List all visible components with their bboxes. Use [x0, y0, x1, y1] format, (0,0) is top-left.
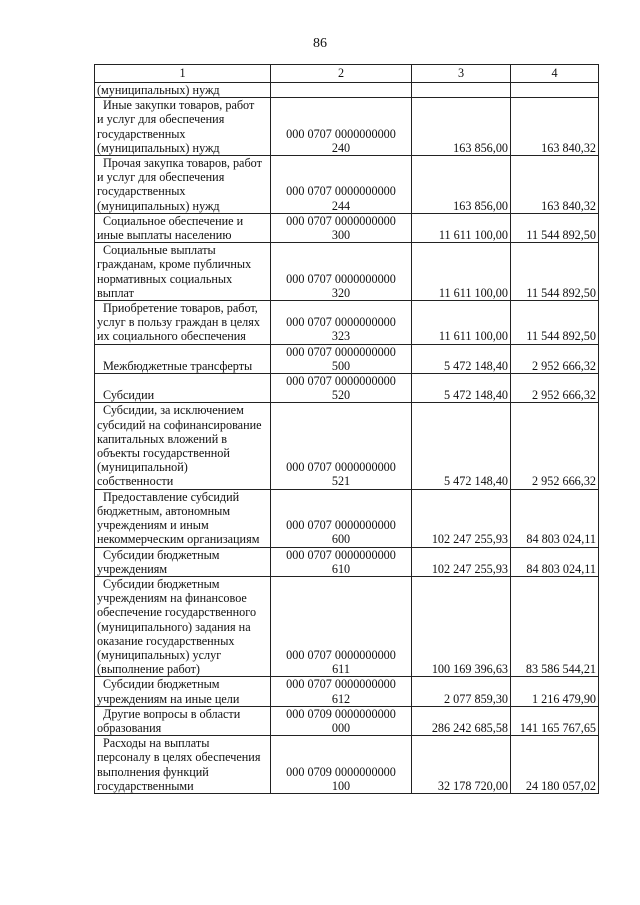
- planned-amount-cell: 5 472 148,40: [412, 344, 511, 373]
- expense-name-line: Прочая закупка товаров, работ: [103, 156, 262, 171]
- budget-code-line: 612: [331, 691, 351, 706]
- budget-code-line: 000 0707 0000000000: [286, 184, 396, 199]
- expense-name-line: персоналу в целях обеспечения: [97, 750, 261, 765]
- expense-name-line: их социального обеспечения: [97, 329, 246, 344]
- expense-name-line: (муниципальных) нужд: [97, 140, 220, 155]
- table-row: [95, 98, 599, 156]
- budget-code-cell: [271, 403, 412, 489]
- table-row: [95, 243, 599, 301]
- budget-code-line: 520: [331, 388, 351, 403]
- budget-code-cell: [271, 489, 412, 547]
- table-row: [95, 736, 599, 794]
- expense-name-cell: [95, 547, 271, 576]
- column-header: 2: [271, 65, 412, 83]
- expense-name-line: Субсидии: [103, 388, 155, 403]
- budget-code-line: 610: [331, 561, 351, 576]
- planned-amount-cell: 163 856,00: [412, 98, 511, 156]
- expense-name-line: Субсидии, за исключением: [103, 403, 244, 418]
- expense-name-cell: [95, 677, 271, 706]
- expense-name-cell: [95, 576, 271, 676]
- table-row: [95, 344, 599, 373]
- expense-name-line: выполнения функций: [97, 764, 209, 779]
- planned-amount-cell: 100 169 396,63: [412, 576, 511, 676]
- expense-name-cell: [95, 344, 271, 373]
- table-row: [95, 156, 599, 214]
- budget-code-line: 000 0707 0000000000: [286, 315, 396, 330]
- expense-name-line: учреждениям на иные цели: [97, 691, 240, 706]
- budget-code-line: 000 0707 0000000000: [286, 126, 396, 141]
- expense-name-line: гражданам, кроме публичных: [97, 257, 252, 272]
- expense-name-line: выплат: [97, 285, 134, 300]
- expense-name-cell: [95, 301, 271, 345]
- expense-name-line: Субсидии бюджетным: [103, 576, 220, 591]
- table-row: [95, 677, 599, 706]
- expense-name-line: (выполнение работ): [97, 662, 200, 677]
- expense-name-line: Расходы на выплаты: [103, 736, 210, 751]
- column-header: 4: [511, 65, 599, 83]
- executed-amount-cell: 84 803 024,11: [511, 547, 599, 576]
- planned-amount-cell: 163 856,00: [412, 156, 511, 214]
- expense-name-line: собственности: [97, 474, 174, 489]
- expense-name-line: (муниципальных) услуг: [97, 647, 222, 662]
- table-row: [95, 83, 599, 98]
- table-row: [95, 403, 599, 489]
- expense-name-line: Другие вопросы в области: [103, 706, 241, 721]
- budget-code-line: 000 0707 0000000000: [286, 647, 396, 662]
- expense-name-line: бюджетным, автономным: [97, 503, 231, 518]
- expense-name-cell: [95, 98, 271, 156]
- budget-code-line: 000 0707 0000000000: [286, 518, 396, 533]
- expense-name-line: учреждениям на финансовое: [97, 591, 247, 606]
- table-row: [95, 706, 599, 735]
- table-row: [95, 213, 599, 242]
- budget-code-cell: [271, 243, 412, 301]
- table-row: [95, 576, 599, 676]
- expense-name-line: учреждениям: [97, 561, 168, 576]
- expense-name-line: некоммерческим организациям: [97, 532, 260, 547]
- expense-name-line: учреждениям и иным: [97, 518, 209, 533]
- expense-name-line: Межбюджетные трансферты: [103, 358, 253, 373]
- table-row: [95, 374, 599, 403]
- budget-code-line: 000 0709 0000000000: [286, 706, 396, 721]
- budget-code-line: 000 0707 0000000000: [286, 344, 396, 359]
- budget-code-line: 100: [331, 778, 351, 793]
- planned-amount-cell: 11 611 100,00: [412, 301, 511, 345]
- expense-name-line: обеспечение государственного: [97, 605, 257, 620]
- budget-code-line: 521: [331, 474, 351, 489]
- budget-code-line: 611: [332, 662, 350, 677]
- executed-amount-cell: 84 803 024,11: [511, 489, 599, 547]
- executed-amount-cell: 1 216 479,90: [511, 677, 599, 706]
- executed-amount-cell: 2 952 666,32: [511, 344, 599, 373]
- executed-amount-cell: 2 952 666,32: [511, 374, 599, 403]
- planned-amount-cell: 11 611 100,00: [412, 243, 511, 301]
- expense-name-line: Субсидии бюджетным: [103, 677, 220, 692]
- expense-name-line: услуг в пользу граждан в целях: [97, 315, 260, 330]
- budget-code-line: 300: [331, 228, 351, 243]
- budget-code-line: 000 0707 0000000000: [286, 547, 396, 562]
- expense-name-line: (муниципальной): [97, 460, 188, 475]
- expense-name-line: образования: [97, 720, 162, 735]
- budget-code-cell: [271, 706, 412, 735]
- expense-name-line: иные выплаты населению: [97, 228, 232, 243]
- budget-code-cell: [271, 98, 412, 156]
- budget-code-cell: [271, 344, 412, 373]
- executed-amount-cell: 11 544 892,50: [511, 213, 599, 242]
- budget-code-line: 000 0707 0000000000: [286, 374, 396, 389]
- expense-name-cell: [95, 243, 271, 301]
- page-number: 86: [313, 36, 327, 51]
- expense-name-cell: [95, 706, 271, 735]
- budget-code-cell: [271, 83, 412, 98]
- expense-name-line: Субсидии бюджетным: [103, 547, 220, 562]
- expense-name-line: Предоставление субсидий: [103, 489, 240, 504]
- expense-name-line: Социальное обеспечение и: [103, 213, 244, 228]
- expense-name-line: (муниципальных) нужд: [97, 83, 220, 97]
- expense-name-cell: [95, 403, 271, 489]
- column-header: 1: [95, 65, 271, 83]
- budget-code-line: 500: [331, 358, 351, 373]
- planned-amount-cell: 102 247 255,93: [412, 489, 511, 547]
- executed-amount-cell: 2 952 666,32: [511, 403, 599, 489]
- table-row: [95, 301, 599, 345]
- expense-name-line: государственных: [97, 184, 186, 199]
- budget-code-cell: [271, 736, 412, 794]
- expense-name-line: Иные закупки товаров, работ: [103, 98, 255, 113]
- budget-code-cell: [271, 156, 412, 214]
- expense-name-line: (муниципальных) нужд: [97, 198, 220, 213]
- expense-name-line: капитальных вложений в: [97, 431, 228, 446]
- expense-name-line: нормативных социальных: [97, 271, 233, 286]
- budget-code-line: 000: [331, 720, 351, 735]
- budget-code-line: 000 0709 0000000000: [286, 764, 396, 779]
- expense-name-line: (муниципального) задания на: [97, 619, 251, 634]
- planned-amount-cell: 5 472 148,40: [412, 403, 511, 489]
- planned-amount-cell: 286 242 685,58: [412, 706, 511, 735]
- expense-name-line: Приобретение товаров, работ,: [103, 301, 258, 316]
- budget-code-line: 320: [331, 285, 351, 300]
- budget-code-line: 240: [331, 140, 351, 155]
- expense-name-cell: [95, 374, 271, 403]
- table-header-row: [95, 65, 599, 83]
- budget-code-line: 000 0707 0000000000: [286, 460, 396, 475]
- budget-code-cell: [271, 547, 412, 576]
- budget-code-cell: [271, 213, 412, 242]
- budget-code-line: 000 0707 0000000000: [286, 213, 396, 228]
- expense-name-line: объекты государственной: [97, 446, 230, 461]
- planned-amount-cell: 11 611 100,00: [412, 213, 511, 242]
- budget-code-line: 000 0707 0000000000: [286, 677, 396, 692]
- executed-amount-cell: 163 840,32: [511, 156, 599, 214]
- executed-amount-cell: 83 586 544,21: [511, 576, 599, 676]
- executed-amount-cell: 11 544 892,50: [511, 301, 599, 345]
- planned-amount-cell: 5 472 148,40: [412, 374, 511, 403]
- executed-amount-cell: 11 544 892,50: [511, 243, 599, 301]
- expense-name-line: субсидий на софинансирование: [97, 417, 262, 432]
- budget-code-cell: [271, 374, 412, 403]
- expense-name-line: государственных: [97, 126, 186, 141]
- expense-name-cell: [95, 736, 271, 794]
- budget-code-cell: [271, 576, 412, 676]
- budget-code-cell: [271, 301, 412, 345]
- budget-code-line: 000 0707 0000000000: [286, 271, 396, 286]
- executed-amount-cell: 141 165 767,65: [511, 706, 599, 735]
- table-row: [95, 547, 599, 576]
- executed-amount-cell: 163 840,32: [511, 98, 599, 156]
- column-header: 3: [412, 65, 511, 83]
- budget-code-line: 600: [331, 532, 351, 547]
- planned-amount-cell: 2 077 859,30: [412, 677, 511, 706]
- expense-name-line: и услуг для обеспечения: [97, 112, 225, 127]
- planned-amount-cell: 32 178 720,00: [412, 736, 511, 794]
- budget-code-line: 323: [331, 329, 351, 344]
- table-row: [95, 489, 599, 547]
- expense-name-cell: [95, 156, 271, 214]
- expense-name-cell: [95, 489, 271, 547]
- budget-code-line: 244: [331, 198, 351, 213]
- executed-amount-cell: 24 180 057,02: [511, 736, 599, 794]
- planned-amount-cell: [412, 83, 511, 98]
- expense-name-cell: [95, 83, 271, 98]
- planned-amount-cell: 102 247 255,93: [412, 547, 511, 576]
- expense-name-cell: [95, 213, 271, 242]
- expense-name-line: оказание государственных: [97, 633, 235, 648]
- budget-table: [94, 64, 599, 794]
- executed-amount-cell: [511, 83, 599, 98]
- expense-name-line: государственными: [97, 778, 194, 793]
- budget-code-cell: [271, 677, 412, 706]
- expense-name-line: Социальные выплаты: [103, 243, 216, 258]
- expense-name-line: и услуг для обеспечения: [97, 170, 225, 185]
